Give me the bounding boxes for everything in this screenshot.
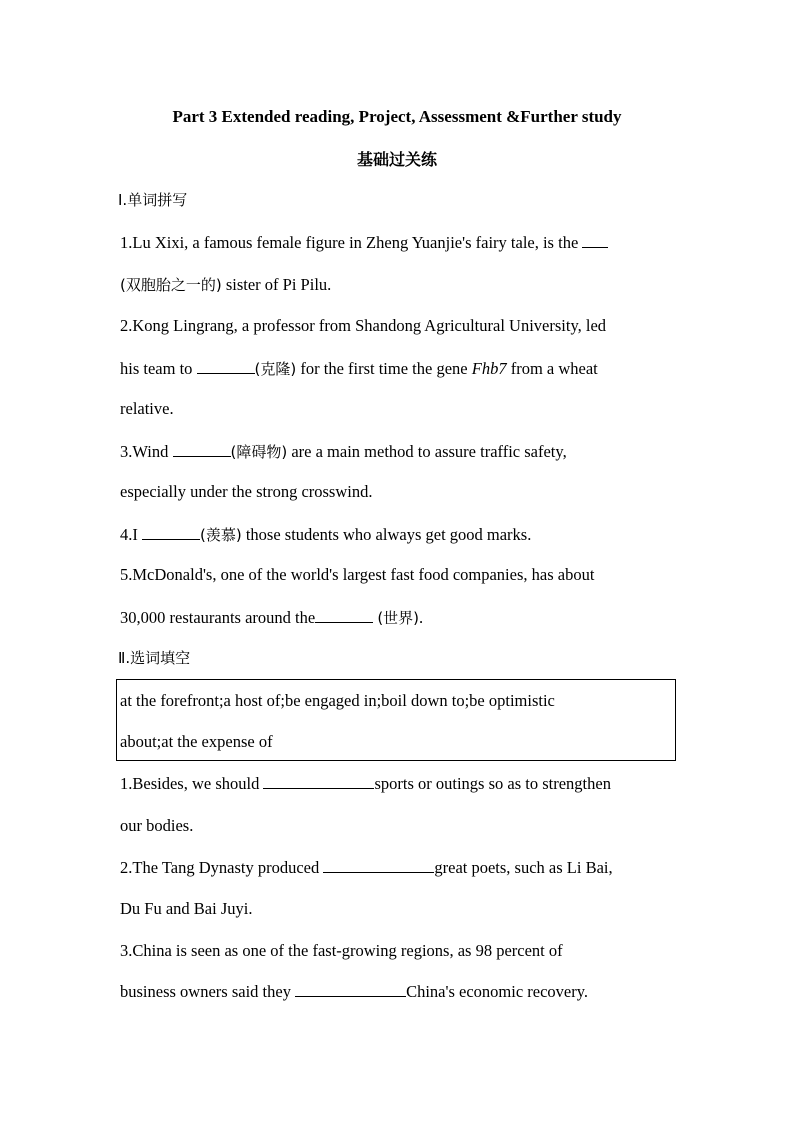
- question-text: 4.I: [120, 525, 142, 544]
- question-text: 3.Wind: [120, 442, 173, 461]
- fill-question-1-line-1: [120, 774, 680, 794]
- question-text: China's economic recovery.: [406, 982, 589, 1001]
- question-4-line-1: [120, 525, 680, 545]
- question-5-line-2: [120, 608, 680, 628]
- page-title: Part 3 Extended reading, Project, Assessment &Further study: [172, 107, 622, 126]
- question-1-line-2: [120, 275, 680, 295]
- chinese-hint: (羡慕): [200, 526, 242, 544]
- gene-name: Fhb7: [471, 359, 507, 378]
- question-text: sports or outings so as to strengthen: [374, 774, 611, 793]
- chinese-hint: (障碍物): [230, 443, 288, 461]
- page-subtitle: 基础过关练: [356, 150, 437, 169]
- fill-question-2-line-2: Du Fu and Bai Juyi.: [120, 899, 253, 918]
- question-text: business owners said they: [120, 982, 296, 1001]
- answer-blank[interactable]: [142, 525, 200, 540]
- answer-blank[interactable]: [315, 608, 373, 623]
- section-heading-spelling: Ⅰ.单词拼写: [118, 191, 188, 209]
- word-bank-line-1: at the forefront;a host of;be engaged in;boil down to;be optimistic: [120, 691, 555, 710]
- word-bank-line-2: about;at the expense of: [120, 732, 273, 751]
- question-text: his team to: [120, 359, 197, 378]
- question-2-line-2: [120, 359, 680, 379]
- fill-question-1-line-2: our bodies.: [120, 816, 194, 835]
- question-text: 1.Lu Xixi, a famous female figure in Zheng Yuanjie's fairy tale, is the: [120, 233, 579, 252]
- chinese-hint: (克隆): [254, 360, 297, 378]
- question-3-line-2: especially under the strong crosswind.: [120, 482, 373, 501]
- chinese-hint: (双胞胎之一的): [120, 276, 222, 294]
- chinese-hint: (世界): [377, 609, 420, 627]
- question-2-line-1: 2.Kong Lingrang, a professor from Shandong Agricultural University, led: [120, 316, 607, 335]
- question-text: sister of Pi Pilu.: [221, 275, 332, 294]
- question-text: .: [419, 608, 424, 627]
- question-text: those students who always get good marks.: [241, 525, 532, 544]
- question-text: from a wheat: [506, 359, 598, 378]
- question-text: 1.Besides, we should: [120, 774, 264, 793]
- section-heading-word-choice: Ⅱ.选词填空: [118, 649, 191, 667]
- fill-question-3-line-2: [120, 982, 680, 1002]
- question-text: for the first time the gene: [296, 359, 472, 378]
- answer-blank[interactable]: [582, 233, 608, 248]
- fill-question-2-line-1: [120, 858, 680, 878]
- question-5-line-1: 5.McDonald's, one of the world's largest fast food companies, has about: [120, 565, 595, 584]
- question-text: 30,000 restaurants around the: [120, 608, 316, 627]
- question-1-line-1: [120, 233, 680, 253]
- question-3-line-1: [120, 442, 680, 462]
- answer-blank[interactable]: [197, 359, 255, 374]
- question-2-line-3: relative.: [120, 399, 174, 418]
- answer-blank[interactable]: [323, 858, 434, 873]
- answer-blank[interactable]: [173, 442, 231, 457]
- answer-blank[interactable]: [295, 982, 406, 997]
- question-text: are a main method to assure traffic safety,: [287, 442, 567, 461]
- answer-blank[interactable]: [263, 774, 374, 789]
- question-text: 2.The Tang Dynasty produced: [120, 858, 324, 877]
- fill-question-3-line-1: 3.China is seen as one of the fast-growing regions, as 98 percent of: [120, 941, 563, 960]
- question-text: great poets, such as Li Bai,: [434, 858, 613, 877]
